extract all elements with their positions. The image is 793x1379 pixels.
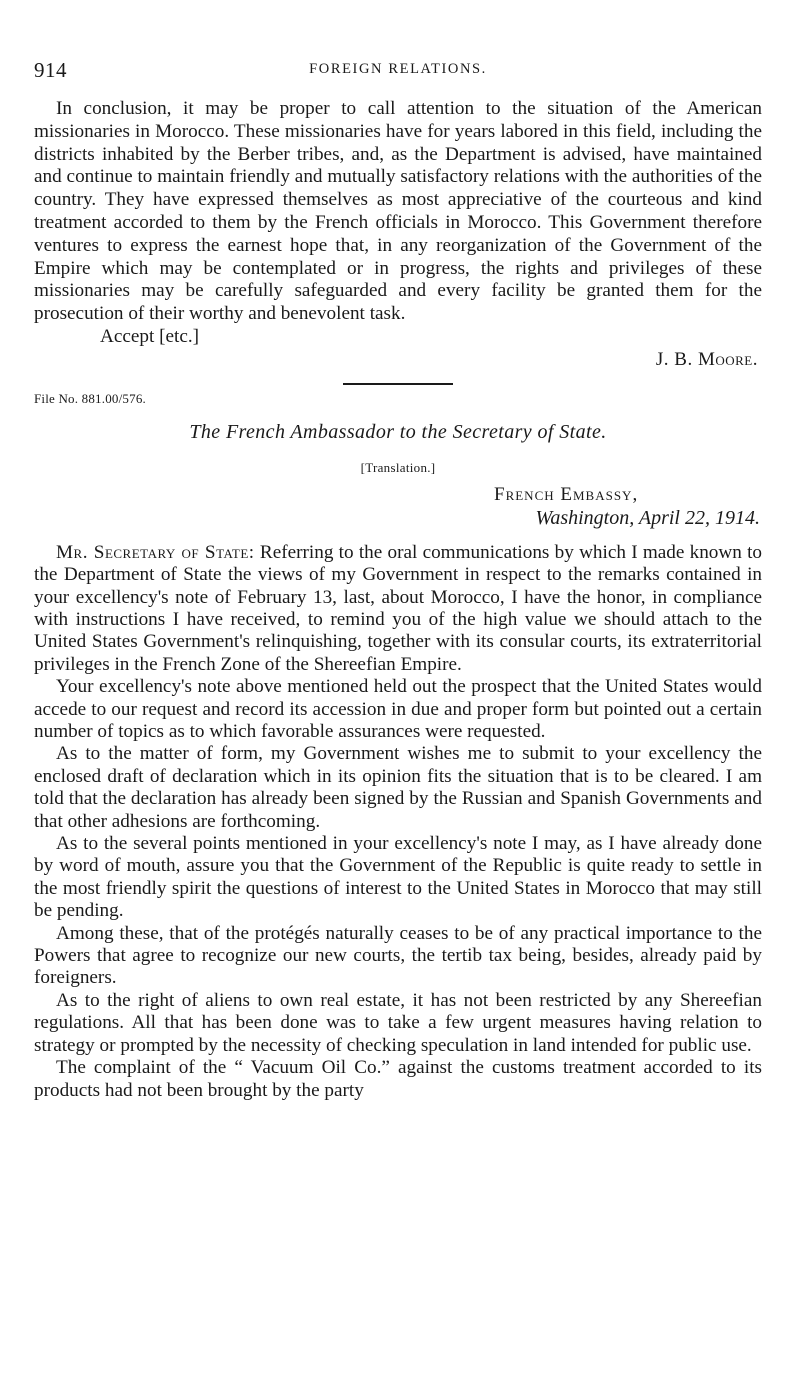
section-divider	[343, 383, 453, 385]
paragraph-1-text: Referring to the oral communications by which I made known to the Department of State the views of my Government in respect to the remarks contained in your excellency's note of February 13, last, about Morocco, I have the honor, in compliance with instructions I have received, to remind you of the high value we should attach to the United States Government's relinquishing, together with its consular courts, its extraterritorial privileges in the French Zone of the Shereefian Empire.	[34, 541, 763, 675]
letter2-paragraph-6: As to the right of aliens to own real estate, it has not been restricted by any Shereefian regulations. All that has been done was to take a few urgent measures having relation to strategy or prompted by the necessity of checking speculation in land intended for public use.	[34, 989, 762, 1056]
page-number: 914	[34, 58, 67, 82]
letter1-signature: J. B. Moore.	[655, 348, 758, 370]
translation-note: [Translation.]	[360, 459, 436, 475]
document-page	[34, 58, 762, 1102]
letter2-paragraph-2: Your excellency's note above mentioned held out the prospect that the United States would accede to our request and record its accession in due and proper form but pointed out a certain number of topics as to which favorable assurances were requested.	[34, 676, 762, 743]
letter2-paragraph-3: As to the matter of form, my Government wishes me to submit to your excellency the enclosed draft of declaration which in its opinion fits the situation that is to be cleared. I am told that the declaration has already been signed by the Russian and Spanish Governments and that other adhesions are forthcoming.	[34, 743, 762, 832]
page-header	[34, 58, 762, 88]
letter2-paragraph-4: As to the several points mentioned in your excellency's note I may, as I have already done by word of mouth, assure you that the Government of the Republic is quite ready to settle in the most friendly spirit the questions of interest to the United States in Morocco that may still be pending.	[34, 833, 762, 922]
embassy-heading: French Embassy,	[494, 483, 639, 505]
letter2-paragraph-7: The complaint of the “ Vacuum Oil Co.” against the customs treatment accorded to its products had not been brought by the party	[34, 1057, 762, 1101]
letter2-paragraph-5: Among these, that of the protégés naturally ceases to be of any practical importance to the Powers that agree to recognize our new courts, the tertib tax being, besides, already paid by foreigners.	[34, 922, 762, 989]
letter1-closing: Accept [etc.]	[100, 325, 200, 347]
letter2-body	[34, 542, 762, 1102]
letter1-paragraph: In conclusion, it may be proper to call attention to the situation of the American missionaries in Morocco. These missionaries have for years labored in this field, including the districts inhabited by the Berber tribes, and, as the Department is advised, have maintained and continue to maintain friendly and mutually satisfactory relations with the authorities of the country. They have expressed themselves as most appreciative of the courteous and kind treatment accorded to them by the French officials in Morocco. This Government therefore ventures to express the earnest hope that, in any reorganization of the Government of the Empire which may be contemplated or in progress, the rights and privileges of these missionaries may be carefully safeguarded and every facility be granted them for the prosecution of their worthy and benevolent task.	[34, 98, 762, 325]
running-head: FOREIGN RELATIONS.	[309, 61, 487, 77]
place-date: Washington, April 22, 1914.	[535, 506, 760, 529]
salutation: Mr. Secretary of State:	[56, 541, 255, 563]
letter2-paragraph-1	[34, 542, 762, 676]
letter2-title: The French Ambassador to the Secretary of State.	[189, 420, 607, 443]
file-number: File No. 881.00/576.	[34, 390, 146, 406]
